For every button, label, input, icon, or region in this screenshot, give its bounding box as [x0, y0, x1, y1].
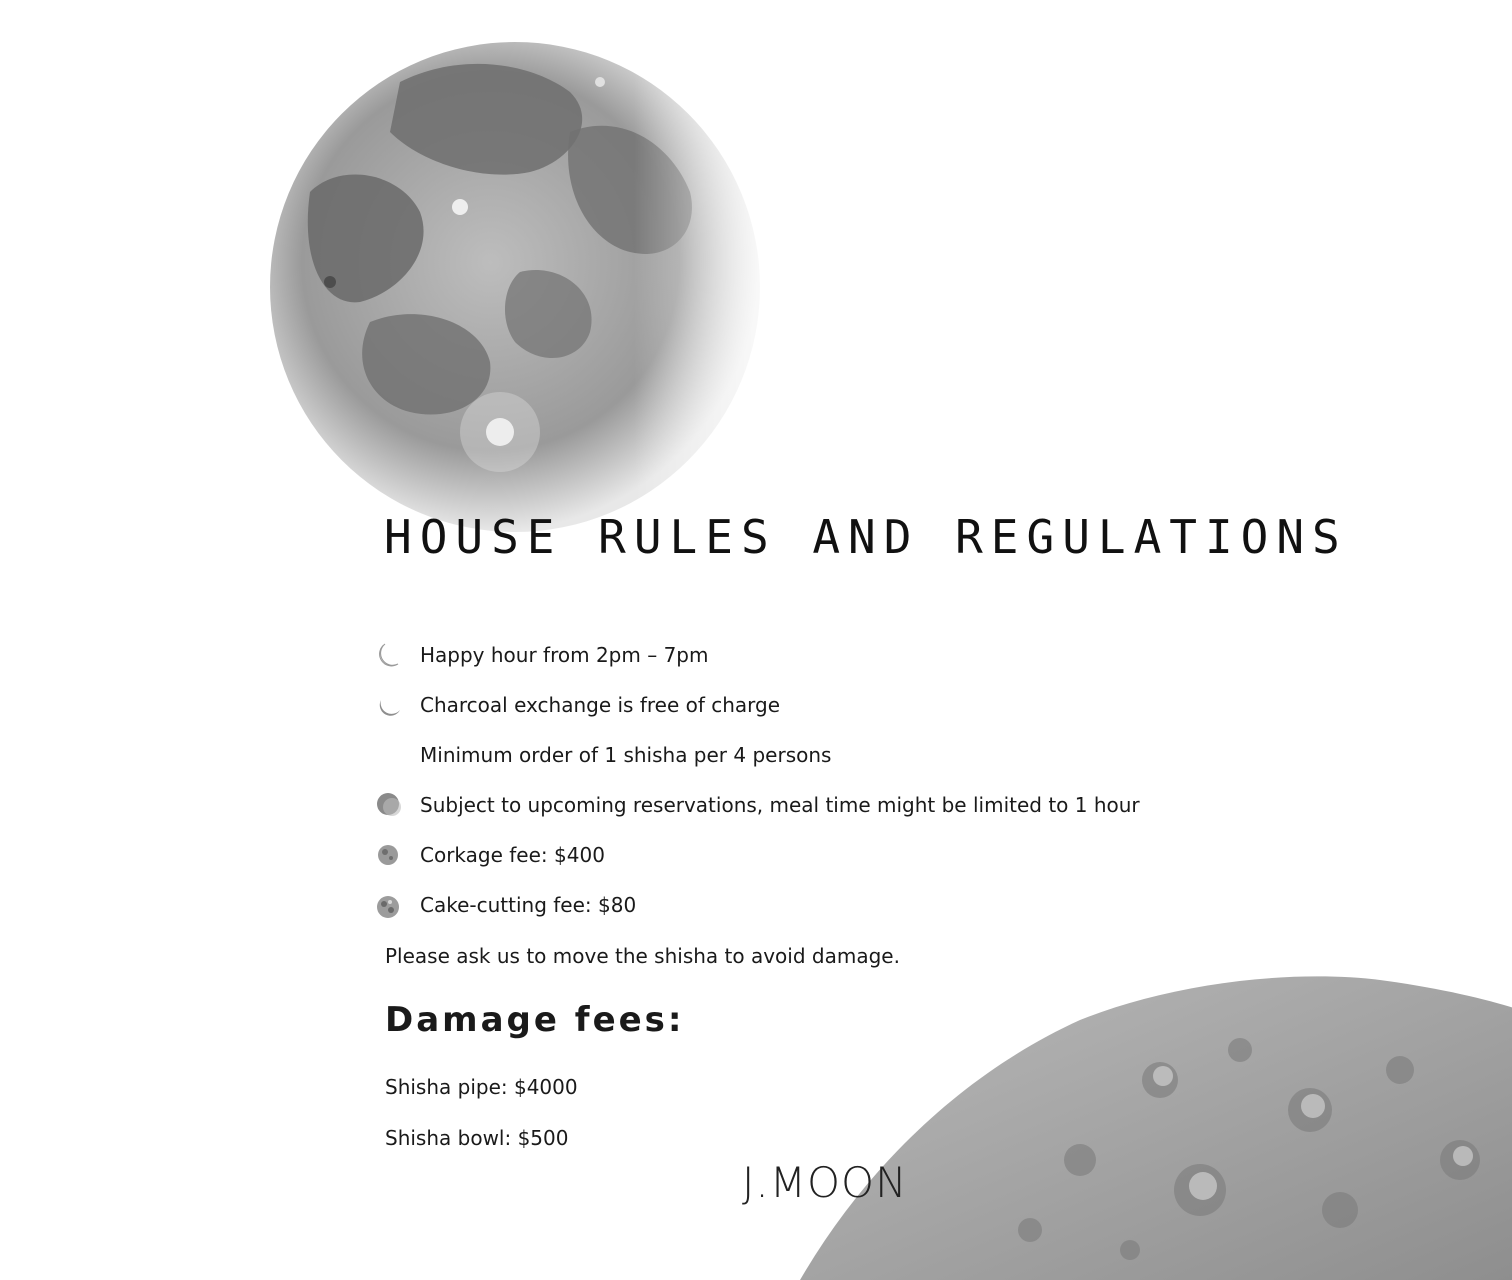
- full-moon-icon: [376, 892, 402, 918]
- rules-list: [376, 630, 1140, 930]
- shisha-note: Please ask us to move the shisha to avoid damage.: [385, 944, 900, 968]
- crescent-moon-icon: [376, 692, 402, 718]
- moon-surface-illustration: [780, 960, 1512, 1280]
- rule-item: [376, 830, 1140, 880]
- rule-text: Charcoal exchange is free of charge: [420, 693, 781, 717]
- rule-item: [376, 780, 1140, 830]
- brand-logo: J.MOON: [742, 1158, 908, 1207]
- damage-fees-heading: Damage fees:: [385, 1000, 685, 1040]
- page-title: HOUSE RULES AND REGULATIONS: [384, 510, 1348, 564]
- damage-fee-item: Shisha pipe: $4000: [385, 1075, 578, 1099]
- rule-text: Happy hour from 2pm – 7pm: [420, 643, 709, 667]
- rule-text: Subject to upcoming reservations, meal time might be limited to 1 hour: [420, 793, 1140, 817]
- rule-item: [376, 680, 1140, 730]
- rule-item: [376, 880, 1140, 930]
- near-full-moon-icon: [376, 842, 402, 868]
- rule-item: [376, 630, 1140, 680]
- waxing-crescent-moon-icon: [376, 742, 402, 768]
- damage-fee-item: Shisha bowl: $500: [385, 1126, 569, 1150]
- full-moon-illustration: [270, 22, 790, 542]
- crescent-moon-icon: [376, 642, 402, 668]
- rule-text: Minimum order of 1 shisha per 4 persons: [420, 743, 832, 767]
- rule-text: Corkage fee: $400: [420, 843, 605, 867]
- rule-item: [376, 730, 1140, 780]
- rule-text: Cake-cutting fee: $80: [420, 893, 637, 917]
- gibbous-moon-icon: [376, 792, 402, 818]
